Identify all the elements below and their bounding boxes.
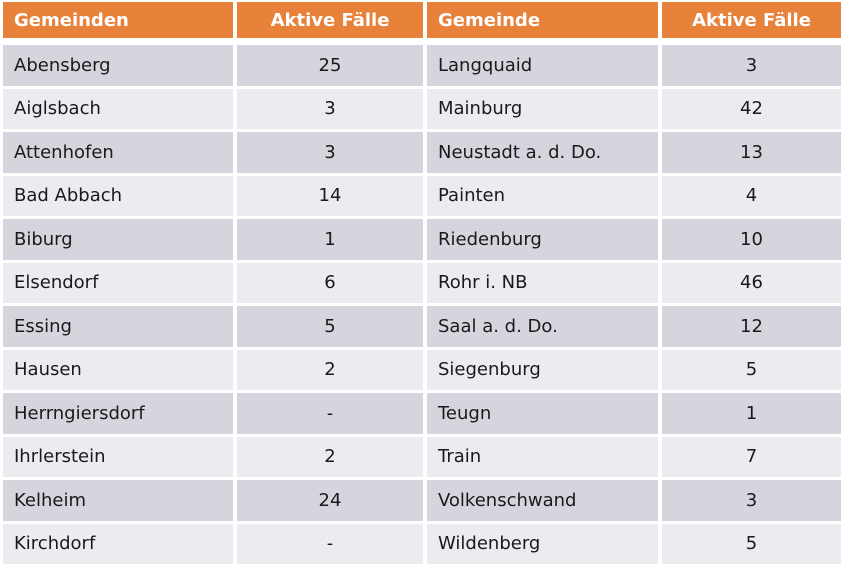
- gemeinde-cell: Hausen: [3, 350, 233, 391]
- cases-cell: 3: [237, 132, 423, 173]
- header-aktive-faelle-left: Aktive Fälle: [237, 2, 423, 38]
- cases-cell: 13: [662, 132, 841, 173]
- table-row: [3, 306, 841, 347]
- gemeinde-cell: Kelheim: [3, 480, 233, 521]
- gemeinde-cell: Abensberg: [3, 45, 233, 86]
- gemeinde-cell: Saal a. d. Do.: [427, 306, 658, 347]
- table-row: [3, 89, 841, 130]
- table-row: [3, 45, 841, 86]
- table-body: [3, 45, 841, 564]
- gemeinde-cell: Attenhofen: [3, 132, 233, 173]
- gemeinde-cell: Kirchdorf: [3, 524, 233, 564]
- table-row: [3, 524, 841, 564]
- table-row: [3, 437, 841, 478]
- gemeinde-cell: Ihrlerstein: [3, 437, 233, 478]
- gemeinde-cell: Herrngiersdorf: [3, 393, 233, 434]
- cases-cell: 42: [662, 89, 841, 130]
- cases-cell: 12: [662, 306, 841, 347]
- cases-cell: 25: [237, 45, 423, 86]
- table-row: [3, 219, 841, 260]
- gemeinde-cell: Riedenburg: [427, 219, 658, 260]
- table-row: [3, 480, 841, 521]
- cases-cell: 1: [237, 219, 423, 260]
- cases-cell: 5: [662, 524, 841, 564]
- cases-cell: 6: [237, 263, 423, 304]
- cases-cell: 7: [662, 437, 841, 478]
- gemeinde-cell: Train: [427, 437, 658, 478]
- gemeinde-cell: Wildenberg: [427, 524, 658, 564]
- table-header-row: [3, 2, 841, 38]
- cases-cell: 24: [237, 480, 423, 521]
- gemeinde-cell: Mainburg: [427, 89, 658, 130]
- cases-cell: 10: [662, 219, 841, 260]
- cases-cell: 46: [662, 263, 841, 304]
- gemeinde-cell: Bad Abbach: [3, 176, 233, 217]
- header-gemeinden-left: Gemeinden: [3, 2, 233, 38]
- cases-cell: 3: [662, 480, 841, 521]
- cases-cell: 2: [237, 437, 423, 478]
- table-row: [3, 263, 841, 304]
- cases-cell: 5: [237, 306, 423, 347]
- gemeinde-cell: Rohr i. NB: [427, 263, 658, 304]
- cases-cell: 4: [662, 176, 841, 217]
- table-row: [3, 350, 841, 391]
- cases-cell: 14: [237, 176, 423, 217]
- gemeinde-cell: Painten: [427, 176, 658, 217]
- header-gemeinde-right: Gemeinde: [427, 2, 658, 38]
- cases-cell: 5: [662, 350, 841, 391]
- gemeinde-cell: Elsendorf: [3, 263, 233, 304]
- gemeinde-cell: Langquaid: [427, 45, 658, 86]
- cases-cell: 3: [237, 89, 423, 130]
- gemeinde-cell: Siegenburg: [427, 350, 658, 391]
- table-row: [3, 176, 841, 217]
- gemeinde-cell: Biburg: [3, 219, 233, 260]
- table-row: [3, 132, 841, 173]
- cases-cell: -: [237, 393, 423, 434]
- cases-cell: -: [237, 524, 423, 564]
- gemeinde-cell: Teugn: [427, 393, 658, 434]
- cases-cell: 2: [237, 350, 423, 391]
- gemeinde-cell: Aiglsbach: [3, 89, 233, 130]
- gemeinde-cell: Essing: [3, 306, 233, 347]
- table-row: [3, 393, 841, 434]
- cases-cell: 3: [662, 45, 841, 86]
- gemeinde-cell: Neustadt a. d. Do.: [427, 132, 658, 173]
- gemeinde-cell: Volkenschwand: [427, 480, 658, 521]
- cases-cell: 1: [662, 393, 841, 434]
- header-aktive-faelle-right: Aktive Fälle: [662, 2, 841, 38]
